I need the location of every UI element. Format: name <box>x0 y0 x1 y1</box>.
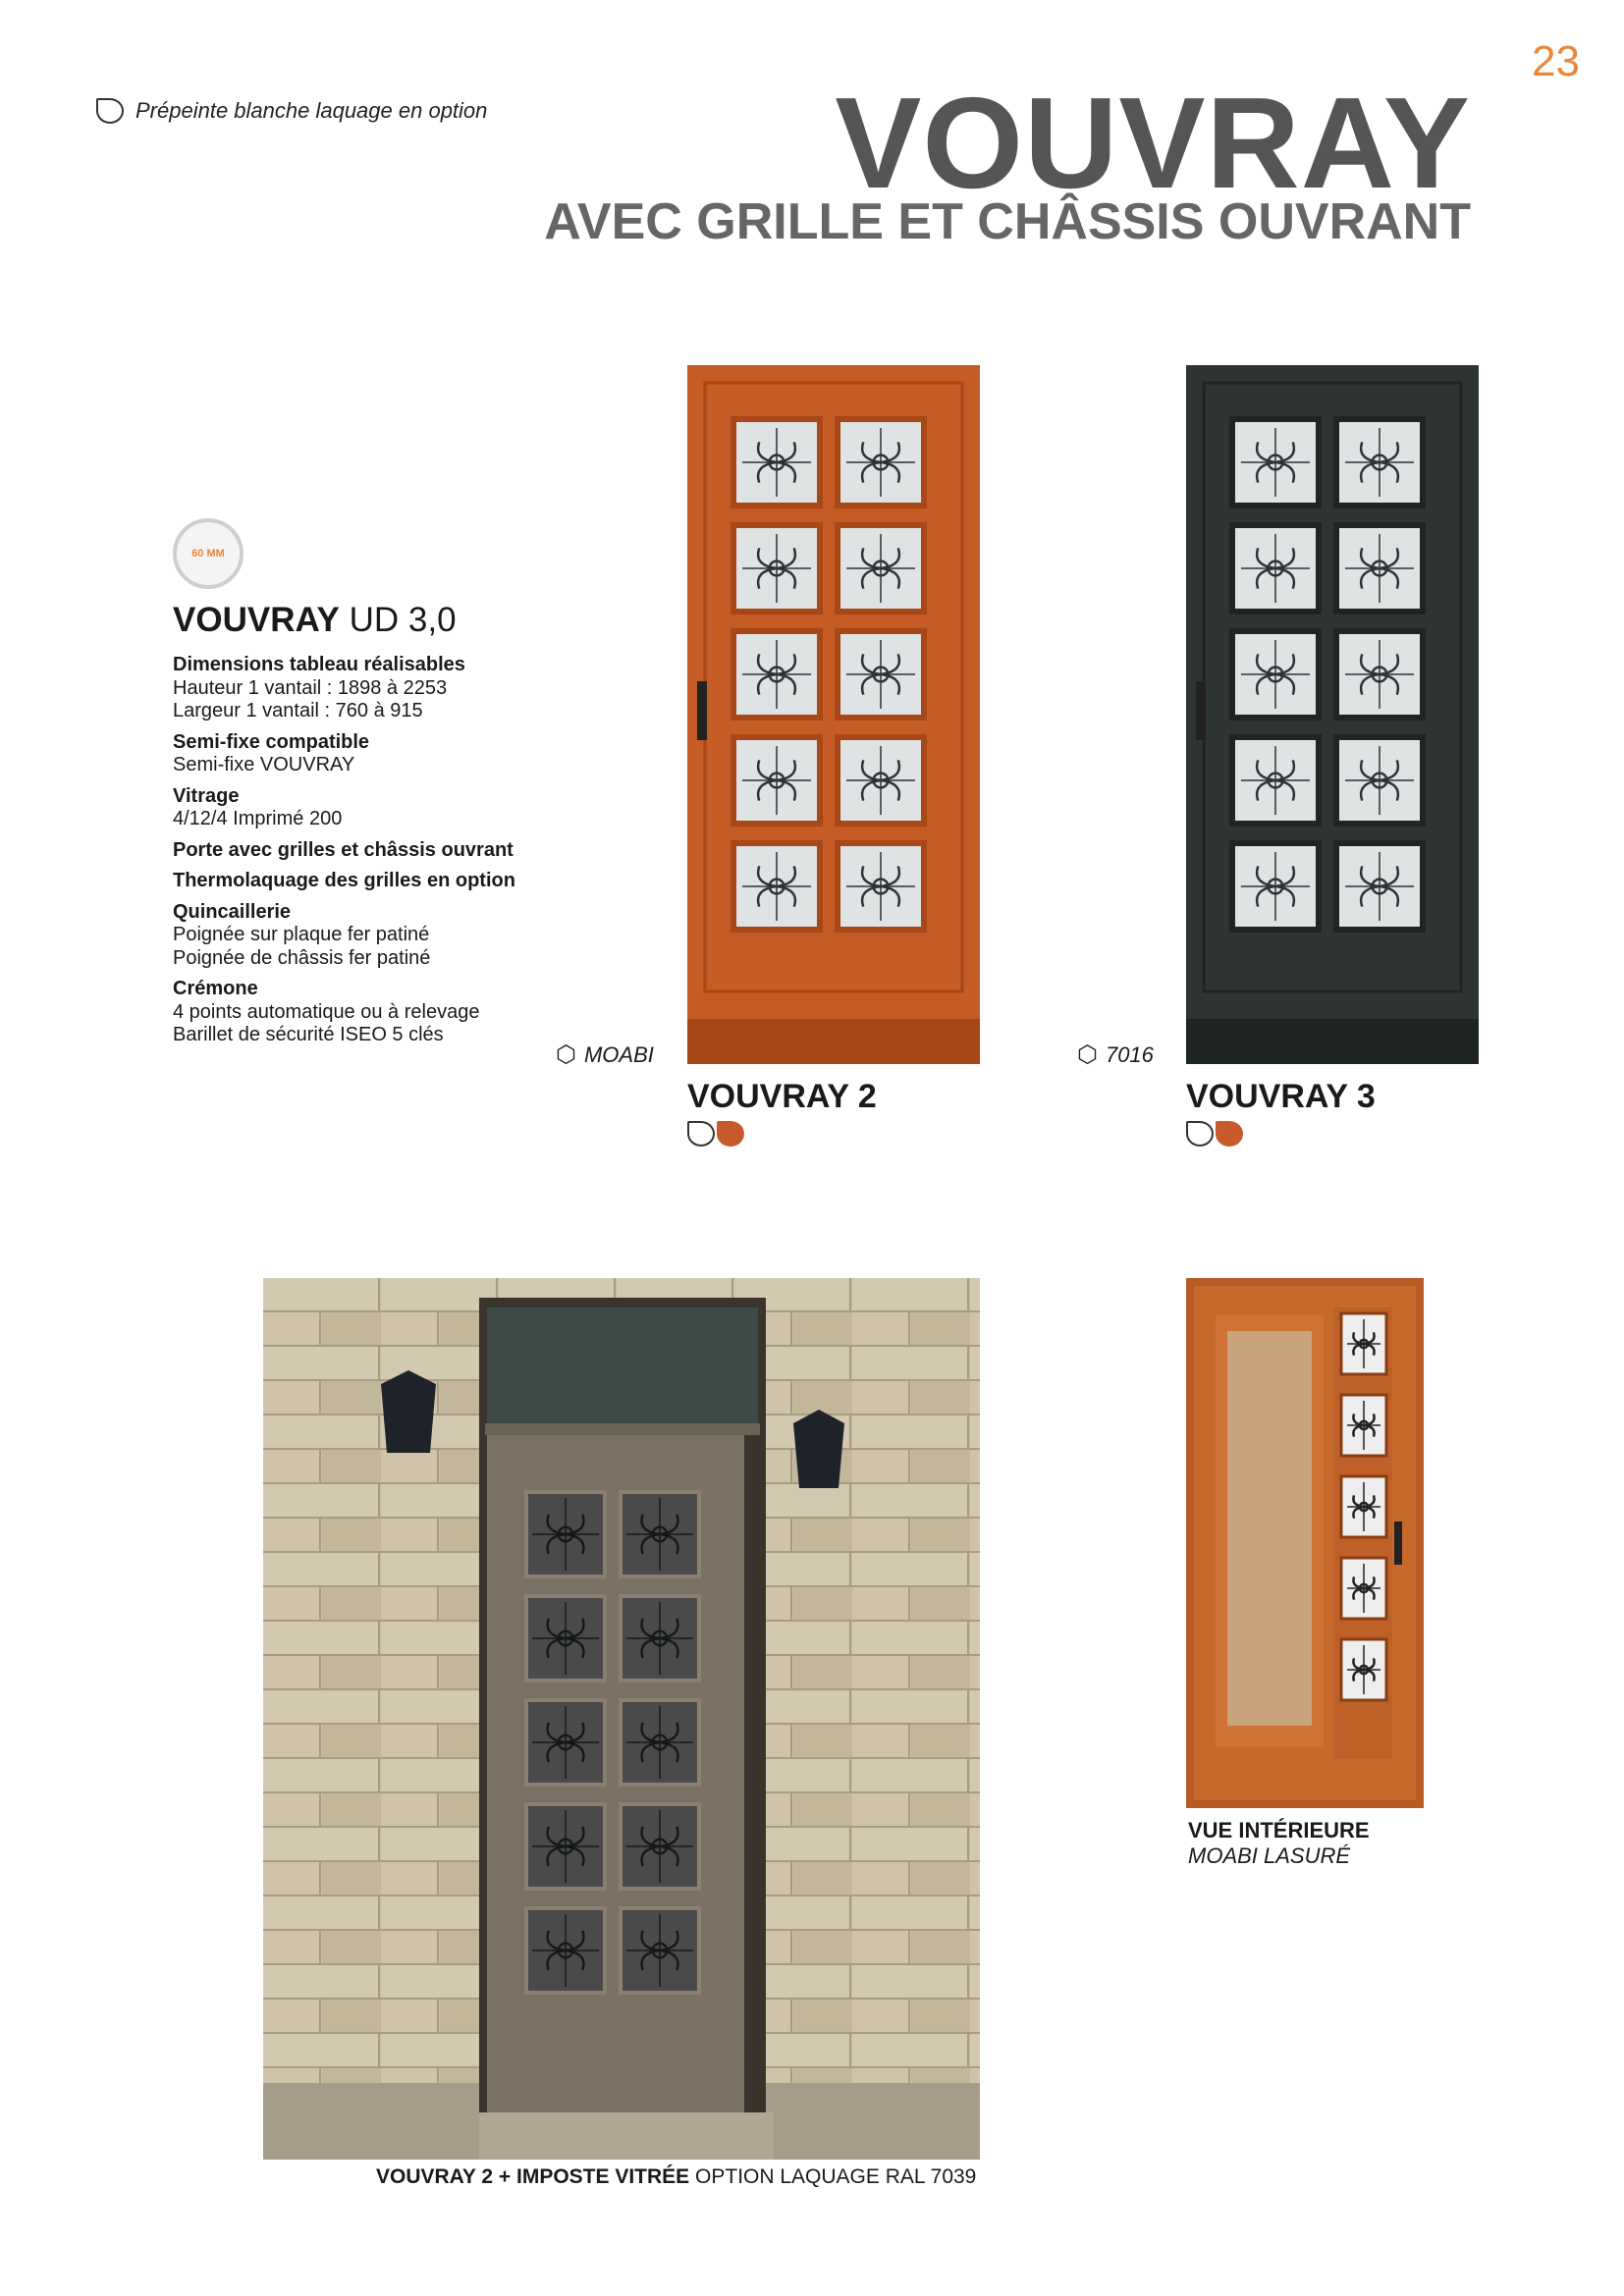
page-title: VOUVRAY <box>835 71 1471 215</box>
interior-subtitle: MOABI LASURÉ <box>1188 1843 1351 1868</box>
hexagon-icon: ⬡ <box>1077 1041 1098 1068</box>
spec-heading: Dimensions tableau réalisables <box>173 654 465 675</box>
spec-heading: Thermolaquage des grilles en option <box>173 870 515 891</box>
leaf-outline-icon <box>687 1121 715 1147</box>
legend-text: Prépeinte blanche laquage en option <box>135 98 488 123</box>
leaf-outline-icon <box>96 98 124 124</box>
spec-line: Barillet de sécurité ISEO 5 clés <box>173 1024 444 1045</box>
photo-caption: VOUVRAY 2 + IMPOSTE VITRÉE OPTION LAQUAGE RAL 7039 <box>376 2165 977 2188</box>
spec-line: Hauteur 1 vantail : 1898 à 2253 <box>173 676 448 699</box>
spec-list <box>173 654 585 1047</box>
spec-heading: Vitrage <box>173 784 240 807</box>
leaf-filled-icon <box>717 1121 744 1147</box>
interior-caption <box>1188 1818 1370 1869</box>
model-name-vouvray-3: VOUVRAY 3 <box>1186 1078 1376 1115</box>
spec-title: VOUVRAY UD 3,0 <box>173 601 457 639</box>
finish-legend <box>96 98 487 124</box>
spec-heading: Crémone <box>173 978 258 999</box>
spec-line: Poignée de châssis fer patiné <box>173 946 431 969</box>
interior-heading: VUE INTÉRIEURE <box>1188 1818 1370 1842</box>
door-image-vouvray-2 <box>687 365 980 1064</box>
interior-view-image <box>1186 1278 1424 1808</box>
finish-label-moabi: ⬡ MOABI <box>556 1041 654 1068</box>
page-subtitle: AVEC GRILLE ET CHÂSSIS OUVRANT <box>544 193 1471 250</box>
model-name-vouvray-2: VOUVRAY 2 <box>687 1078 877 1115</box>
installed-door-photo <box>263 1278 980 2160</box>
spec-line: 4 points automatique ou à relevage <box>173 1000 480 1023</box>
hexagon-icon: ⬡ <box>556 1041 576 1068</box>
spec-line: Poignée sur plaque fer patiné <box>173 924 430 945</box>
leaf-filled-icon <box>1216 1121 1243 1147</box>
spec-heading: Porte avec grilles et châssis ouvrant <box>173 838 514 861</box>
finish-icons <box>1186 1121 1243 1147</box>
page-number: 23 <box>1532 37 1580 85</box>
thickness-badge: 60 MM <box>173 518 244 589</box>
leaf-outline-icon <box>1186 1121 1214 1147</box>
spec-heading: Quincaillerie <box>173 900 292 923</box>
door-image-vouvray-3 <box>1186 365 1479 1064</box>
spec-line: Largeur 1 vantail : 760 à 915 <box>173 700 423 721</box>
finish-label-7016: ⬡ 7016 <box>1077 1041 1154 1068</box>
spec-line: 4/12/4 Imprimé 200 <box>173 808 343 829</box>
finish-icons <box>687 1121 744 1147</box>
spec-line: Semi-fixe VOUVRAY <box>173 754 355 775</box>
spec-heading: Semi-fixe compatible <box>173 730 370 753</box>
